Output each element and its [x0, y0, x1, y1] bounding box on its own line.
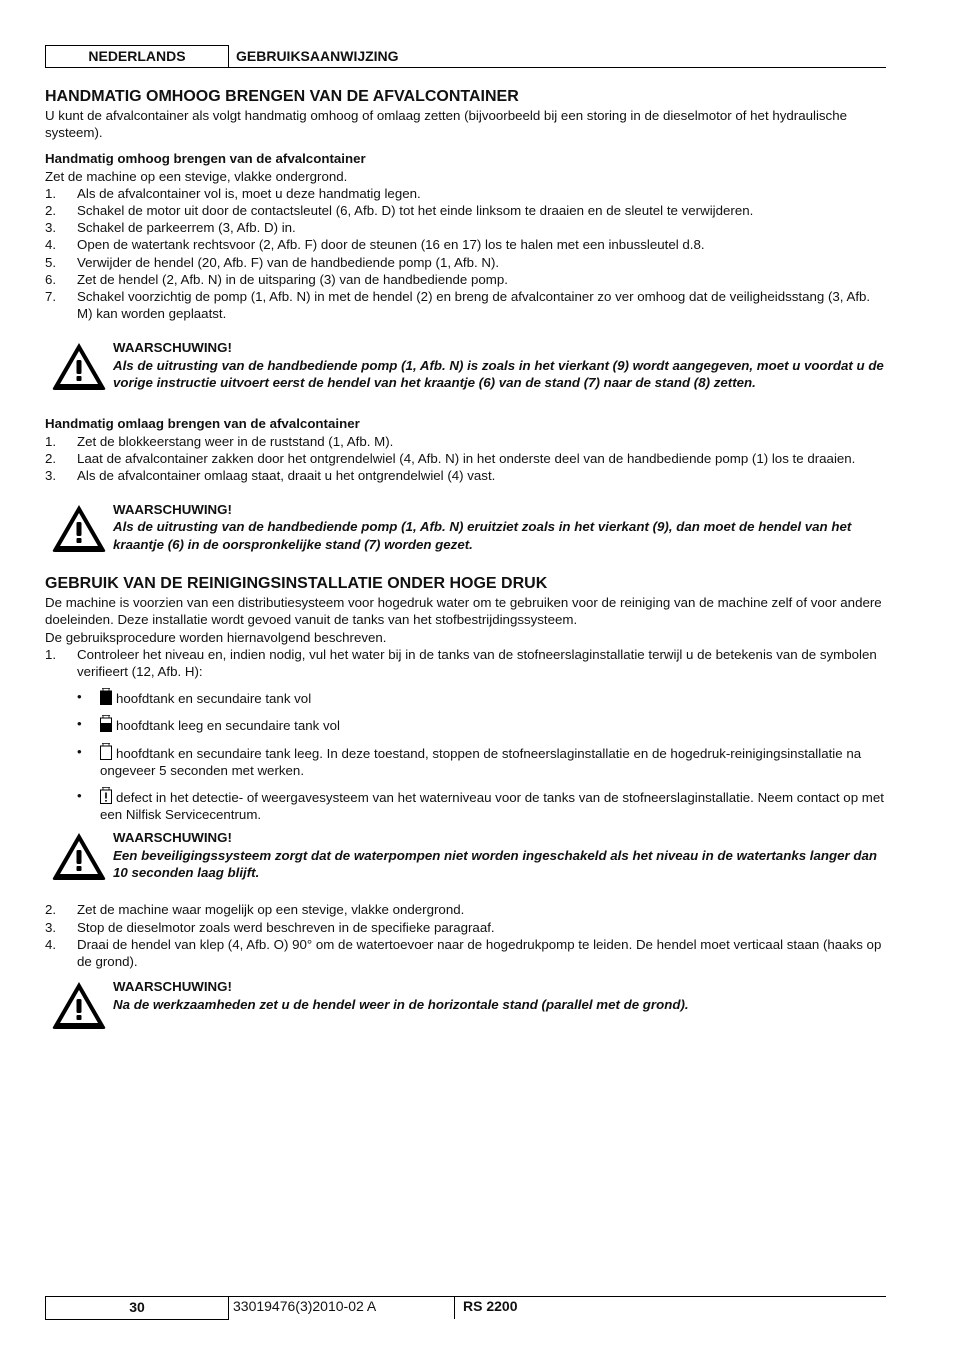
bullet-text: defect in het detectie- of weergavesysteem van het waterniveau voor de tanks van de stofneerslaginstallatie. Neem contact op met een Nilfisk Servicecentrum.	[100, 790, 884, 823]
warning-title: WAARSCHUWING!	[113, 340, 232, 356]
list-item	[45, 743, 887, 779]
bullet: •	[77, 788, 82, 804]
step-text: Verwijder de hendel (20, Afb. F) van de handbediende pomp (1, Afb. N).	[77, 254, 500, 270]
step-text: Schakel de parkeerrem (3, Afb. D) in.	[77, 220, 296, 236]
list-item	[45, 202, 887, 219]
step-text: Draai de hendel van klep (4, Afb. O) 90° om de watertoevoer naar de hogedrukpomp te leiden. De hendel moet verticaal staan (haaks op de grond).	[77, 936, 882, 970]
step-number: 3.	[45, 919, 57, 935]
step-number: 7.	[45, 289, 57, 305]
step-number: 4.	[45, 237, 57, 253]
subsection-intro: Zet de machine op een stevige, vlakke ondergrond.	[45, 168, 348, 184]
step-number: 4.	[45, 936, 57, 952]
document-code: 33019476(3)2010-02 A	[233, 1298, 377, 1314]
page-header	[45, 45, 886, 67]
warning-box	[45, 829, 887, 895]
page-content	[45, 87, 887, 1044]
list-item	[45, 433, 887, 450]
bullet: •	[77, 716, 82, 732]
warning-title: WAARSCHUWING!	[113, 502, 232, 518]
step-text: Laat de afvalcontainer zakken door het ontgrendelwiel (4, Afb. N) in het onderste deel van de handbediende pomp (1) los te draaien.	[77, 450, 856, 466]
section-intro: De machine is voorzien van een distributiesysteem voor hogedruk water om te gebruiken voor de reiniging van de machine zelf of voor andere doeleinden. Deze installatie wordt gevoed vanuit de tanks van het stofbestrijdingssysteem.	[45, 595, 882, 628]
list-item	[45, 219, 887, 236]
tank-empty-icon	[100, 743, 112, 760]
warning-text: Na de werkzaamheden zet u de hendel weer in de horizontale stand (parallel met de grond).	[113, 996, 689, 1012]
bullet-text: hoofdtank leeg en secundaire tank vol	[116, 718, 340, 734]
warning-box	[45, 978, 887, 1044]
list-item	[45, 254, 887, 271]
header-rule	[229, 67, 886, 68]
step-text: Open de watertank rechtsvoor (2, Afb. F) door de steunen (16 en 17) los te halen met een inbussleutel d.8.	[77, 237, 705, 253]
high-pressure-steps-list	[45, 646, 887, 680]
warning-box	[45, 339, 887, 405]
list-item	[45, 185, 887, 202]
warning-text: Een beveiligingssysteem zorgt dat de waterpompen niet worden ingeschakeld als het niveau in de watertanks langer dan 10 seconden laag blijft.	[113, 847, 878, 880]
warning-icon	[51, 503, 107, 553]
step-number: 1.	[45, 433, 57, 449]
list-item	[45, 271, 887, 288]
step-number: 1.	[45, 185, 57, 201]
raise-steps-list	[45, 185, 887, 323]
list-item	[45, 236, 887, 253]
page-number: 30	[45, 1296, 229, 1320]
step-number: 5.	[45, 254, 57, 270]
warning-text: Als de uitrusting van de handbediende pomp (1, Afb. N) is zoals in het vierkant (9) wordt aangegeven, moet u voordat u de vorige instructie uitvoert eerst de hendel van het kraantje (6) van de stand (7) naar de stand (8) zetten.	[113, 357, 884, 390]
bullet-text: hoofdtank en secundaire tank leeg. In deze toestand, stoppen de stofneerslaginstallatie en de hogedruk-reinigingsinstallatie na ongeveer 5 seconden met werken.	[100, 745, 862, 778]
list-item	[45, 288, 887, 322]
page-footer	[45, 1296, 886, 1320]
step-text: Schakel voorzichtig de pomp (1, Afb. N) in met de hendel (2) en breng de afvalcontainer zo ver omhoog dat de veiligheidsstang (3, Afb. M) kan worden geplaatst.	[77, 289, 871, 322]
list-item	[45, 787, 887, 823]
step-number: 6.	[45, 271, 57, 287]
section-intro-procedure: De gebruiksprocedure worden hiernavolgend beschreven.	[45, 629, 387, 645]
list-item	[45, 936, 887, 970]
step-text: Als de afvalcontainer omlaag staat, draait u het ontgrendelwiel (4) vast.	[77, 468, 496, 484]
footer-divider	[454, 1296, 455, 1319]
step-number: 2.	[45, 203, 57, 219]
tank-full-icon	[100, 688, 112, 705]
step-text: Als de afvalcontainer vol is, moet u deze handmatig legen.	[77, 185, 421, 201]
doc-type-label: GEBRUIKSAANWIJZING	[236, 48, 399, 64]
lower-steps-list	[45, 433, 887, 485]
step-text: Zet de hendel (2, Afb. N) in de uitsparing (3) van de handbediende pomp.	[77, 271, 508, 287]
step-text: Stop de dieselmotor zoals werd beschreven in de specifieke paragraaf.	[77, 919, 495, 935]
step-text: Controleer het niveau en, indien nodig, vul het water bij in de tanks van de stofneerslaginstallatie terwijl u de betekenis van de symbolen verifieert (12, Afb. H):	[77, 646, 877, 680]
step-number: 3.	[45, 468, 57, 484]
list-item	[45, 646, 887, 680]
list-item	[45, 715, 887, 734]
step-number: 3.	[45, 220, 57, 236]
tank-symbol-list	[45, 688, 887, 823]
bullet: •	[77, 689, 82, 705]
step-number: 2.	[45, 902, 57, 918]
step-number: 2.	[45, 450, 57, 466]
section-title-lifting: HANDMATIG OMHOOG BRENGEN VAN DE AFVALCONTAINER	[45, 88, 519, 105]
step-number: 1.	[45, 646, 57, 662]
warning-title: WAARSCHUWING!	[113, 979, 232, 995]
subsection-title-lower: Handmatig omlaag brengen van de afvalcontainer	[45, 416, 360, 432]
model-name: RS 2200	[463, 1298, 518, 1314]
list-item	[45, 450, 887, 467]
bullet-text: hoofdtank en secundaire tank vol	[116, 691, 312, 707]
list-item	[45, 919, 887, 936]
warning-title: WAARSCHUWING!	[113, 830, 232, 846]
tank-main-empty-icon	[100, 715, 112, 732]
language-label: NEDERLANDS	[45, 45, 229, 68]
tank-error-icon	[100, 787, 112, 804]
list-item	[45, 688, 887, 707]
list-item	[45, 467, 887, 484]
step-text: Zet de machine waar mogelijk op een stevige, vlakke ondergrond.	[77, 902, 465, 918]
subsection-title-raise: Handmatig omhoog brengen van de afvalcontainer	[45, 151, 366, 167]
section-title-high-pressure: GEBRUIK VAN DE REINIGINGSINSTALLATIE ONDER HOGE DRUK	[45, 575, 548, 593]
high-pressure-steps-list-cont	[45, 901, 887, 970]
warning-icon	[51, 831, 107, 881]
bullet: •	[77, 743, 82, 759]
step-text: Schakel de motor uit door de contactsleutel (6, Afb. D) tot het einde linksom te draaien en de sleutel te verwijderen.	[77, 203, 754, 219]
warning-icon	[51, 341, 107, 391]
step-text: Zet de blokkeerstang weer in de ruststand (1, Afb. M).	[77, 433, 394, 449]
warning-icon	[51, 980, 107, 1030]
list-item	[45, 901, 887, 918]
warning-box	[45, 501, 887, 567]
warning-text: Als de uitrusting van de handbediende pomp (1, Afb. N) eruitziet zoals in het vierkant (9), dan moet de hendel van het kraantje (6) in de oorspronkelijke stand (7) worden gezet.	[113, 519, 852, 552]
section-intro: U kunt de afvalcontainer als volgt handmatig omhoog of omlaag zetten (bijvoorbeeld bij een storing in de dieselmotor of het hydraulische systeem).	[45, 108, 847, 141]
